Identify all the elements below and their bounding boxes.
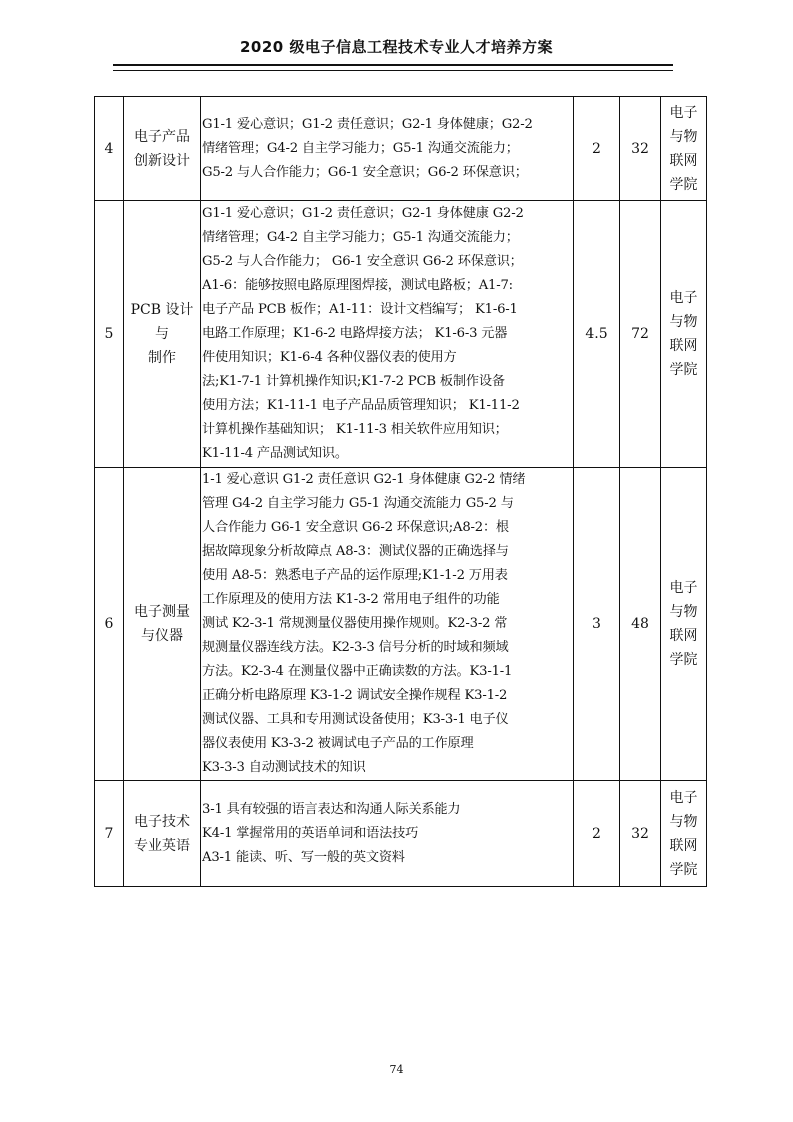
department-line: 与物 (669, 813, 698, 830)
course-name-line: 制作 (148, 350, 176, 366)
objective-line: 管理 G4-2 自主学习能力 G5-1 沟通交流能力 G5-2 与 (202, 496, 514, 511)
department-line: 与物 (669, 128, 698, 145)
department-cell (661, 201, 707, 468)
course-objectives-cell (201, 468, 574, 781)
course-table (94, 96, 707, 887)
department-line: 学院 (669, 652, 698, 668)
objective-line: A1-6：能够按照电路原理图焊接，测试电路板；A1-7: (202, 278, 513, 293)
objective-line: 电路工作原理；K1-6-2 电路焊接方法； K1-6-3 元器 (202, 326, 508, 341)
department-line: 联网 (669, 837, 698, 854)
course-name-line: 创新设计 (134, 152, 190, 169)
table-row (95, 781, 707, 887)
objective-line: 正确分析电路原理 K3-1-2 调试安全操作规程 K3-1-2 (202, 688, 508, 703)
row-number: 7 (95, 781, 124, 887)
page-number: 74 (389, 1063, 404, 1076)
course-objectives-cell (201, 97, 574, 201)
department-line: 学院 (669, 861, 698, 878)
objective-line: 电子产品 PCB 板作；A1-11：设计文档编写； K1-6-1 (202, 302, 518, 317)
objective-line: G5-2 与人合作能力；G6-1 安全意识；G6-2 环保意识； (202, 164, 528, 180)
course-name-line: PCB 设计与 (130, 302, 194, 342)
objective-line: 规测量仪器连线方法。K2-3-3 信号分析的时域和频域 (202, 640, 509, 655)
row-number: 4 (95, 97, 124, 201)
hours-cell: 72 (620, 201, 661, 468)
department-line: 电子 (669, 789, 698, 806)
department-line: 学院 (669, 176, 698, 193)
objective-line: 器仪表使用 K3-3-2 被调试电子产品的工作原理 (202, 736, 474, 751)
objective-line: 3-1 具有较强的语言表达和沟通人际关系能力 (202, 801, 461, 817)
course-name-line: 专业英语 (134, 837, 190, 854)
table-row (95, 468, 707, 781)
department-line: 联网 (669, 152, 698, 169)
department-line: 学院 (669, 362, 698, 378)
department-line: 联网 (669, 338, 698, 354)
objective-line: K1-11-4 产品测试知识。 (202, 446, 348, 461)
department-line: 联网 (669, 628, 698, 644)
page-header-title: 2020 级电子信息工程技术专业人才培养方案 (240, 38, 553, 56)
objective-line: 人合作能力 G6-1 安全意识 G6-2 环保意识;A8-2：根 (202, 520, 509, 535)
hours-cell: 32 (620, 97, 661, 201)
course-name-cell (124, 201, 201, 468)
credit-cell: 2 (574, 781, 620, 887)
course-name-line: 与仪器 (141, 628, 183, 644)
objective-line: 使用方法；K1-11-1 电子产品品质管理知识； K1-11-2 (202, 398, 520, 413)
objective-line: 件使用知识；K1-6-4 各种仪器仪表的使用方 (202, 350, 457, 365)
objective-line: 工作原理及的使用方法 K1-3-2 常用电子组件的功能 (202, 592, 500, 607)
course-name-cell (124, 781, 201, 887)
objective-line: 情绪管理；G4-2 自主学习能力；G5-1 沟通交流能力； (202, 230, 519, 245)
course-name-cell (124, 468, 201, 781)
table-row (95, 97, 707, 201)
course-name-line: 电子产品 (134, 128, 190, 145)
objective-line: A3-1 能读、听、写一般的英文资料 (202, 849, 405, 865)
course-table-body (95, 97, 707, 887)
header-rule-thick (113, 64, 673, 66)
objective-line: K3-3-3 自动测试技术的知识 (202, 760, 366, 775)
department-line: 电子 (669, 290, 698, 306)
objective-line: G5-2 与人合作能力； G6-1 安全意识 G6-2 环保意识； (202, 254, 523, 269)
hours-cell: 48 (620, 468, 661, 781)
objective-line: 计算机操作基础知识； K1-11-3 相关软件应用知识； (202, 422, 508, 437)
objective-line: 测试 K2-3-1 常规测量仪器使用操作规则。K2-3-2 常 (202, 616, 508, 631)
objective-line: K4-1 掌握常用的英语单词和语法技巧 (202, 825, 419, 841)
credit-cell: 3 (574, 468, 620, 781)
hours-cell: 32 (620, 781, 661, 887)
table-row (95, 201, 707, 468)
objective-line: 测试仪器、工具和专用测试设备使用；K3-3-1 电子仪 (202, 712, 509, 727)
objective-line: 法;K1-7-1 计算机操作知识;K1-7-2 PCB 板制作设备 (202, 374, 505, 389)
header-rule-thin (113, 70, 673, 71)
objective-line: 使用 A8-5：熟悉电子产品的运作原理;K1-1-2 万用表 (202, 568, 508, 583)
course-name-line: 电子测量 (134, 604, 190, 620)
credit-cell: 4.5 (574, 201, 620, 468)
row-number: 5 (95, 201, 124, 468)
course-objectives-cell (201, 781, 574, 887)
objective-line: G1-1 爱心意识；G1-2 责任意识；G2-1 身体健康 G2-2 (202, 206, 524, 221)
course-name-cell (124, 97, 201, 201)
course-objectives-cell (201, 201, 574, 468)
department-line: 电子 (669, 580, 698, 596)
objective-line: 1-1 爱心意识 G1-2 责任意识 G2-1 身体健康 G2-2 情绪 (202, 472, 526, 487)
objective-line: G1-1 爱心意识；G1-2 责任意识；G2-1 身体健康；G2-2 (202, 116, 533, 132)
objective-line: 据故障现象分析故障点 A8-3：测试仪器的正确选择与 (202, 544, 509, 559)
credit-cell: 2 (574, 97, 620, 201)
objective-line: 情绪管理；G4-2 自主学习能力；G5-1 沟通交流能力； (202, 140, 519, 156)
department-line: 电子 (669, 104, 698, 121)
objective-line: 方法。K2-3-4 在测量仪器中正确读数的方法。K3-1-1 (202, 664, 513, 679)
department-cell (661, 97, 707, 201)
department-line: 与物 (669, 314, 698, 330)
course-name-line: 电子技术 (134, 813, 190, 830)
department-cell (661, 781, 707, 887)
row-number: 6 (95, 468, 124, 781)
department-line: 与物 (669, 604, 698, 620)
department-cell (661, 468, 707, 781)
